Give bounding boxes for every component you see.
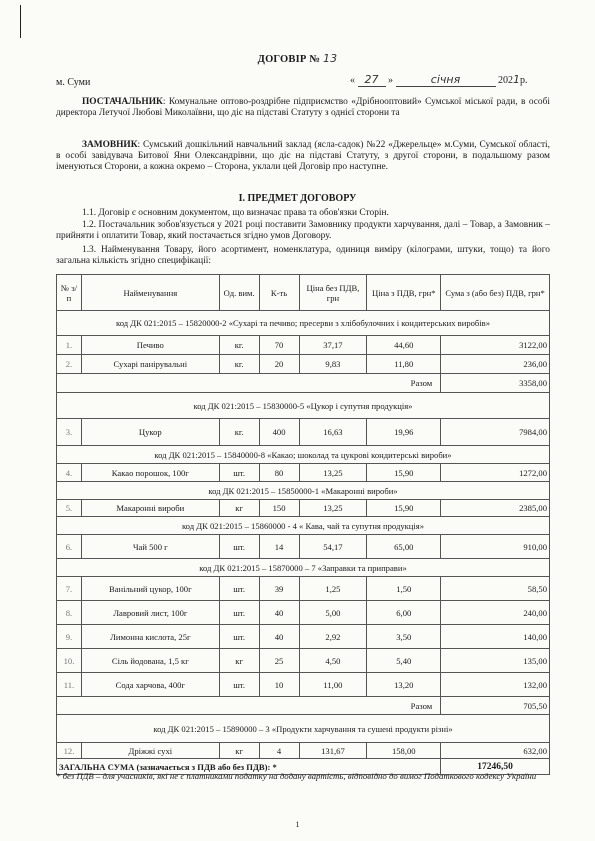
- cell-num: 7.: [57, 577, 82, 601]
- category-row: код ДК 021:2015 – 15890000 – 3 «Продукти харчування та сушені продукти різні»: [57, 715, 550, 743]
- cell-qty: 25: [259, 649, 299, 673]
- cell-price-net: 4,50: [299, 649, 367, 673]
- cell-qty: 14: [259, 535, 299, 559]
- page-number: 1: [295, 820, 300, 829]
- category-row: код ДК 021:2015 – 15850000-1 «Макаронні вироби»: [57, 482, 550, 500]
- section-heading: І. ПРЕДМЕТ ДОГОВОРУ: [238, 193, 357, 204]
- cell-price-net: 131,67: [299, 743, 367, 759]
- table-row: [57, 464, 550, 482]
- cell-name: Сіль йодована, 1,5 кг: [81, 649, 219, 673]
- cell-price-vat: 5,40: [367, 649, 441, 673]
- cell-qty: 10: [259, 673, 299, 697]
- cell-name: Печиво: [81, 336, 219, 355]
- date-year-prefix: 202: [498, 75, 513, 86]
- cell-unit: кг.: [219, 355, 259, 374]
- cell-unit: шт.: [219, 601, 259, 625]
- subtotal-row: [57, 697, 550, 715]
- cell-unit: кг.: [219, 336, 259, 355]
- cell-name: Какао порошок, 100г: [81, 464, 219, 482]
- cell-sum: 632,00: [441, 743, 550, 759]
- cell-name: Макаронні вироби: [81, 500, 219, 517]
- cell-qty: 70: [259, 336, 299, 355]
- cell-price-net: 11,00: [299, 673, 367, 697]
- table-row: [57, 625, 550, 649]
- cell-num: 8.: [57, 601, 82, 625]
- cell-price-net: 1,25: [299, 577, 367, 601]
- header-price-net: Ціна без ПДВ, грн: [299, 275, 367, 311]
- cell-name: Ванільний цукор, 100г: [81, 577, 219, 601]
- category-row: код ДК 021:2015 – 15820000-2 «Сухарі та печиво; пресерви з хлібобулочних і кондитерських виробів»: [57, 311, 550, 336]
- cell-name: Лавровий лист, 100г: [81, 601, 219, 625]
- cell-num: 12.: [57, 743, 82, 759]
- cell-qty: 150: [259, 500, 299, 517]
- cell-sum: 7984,00: [441, 419, 550, 446]
- cell-name: Цукор: [81, 419, 219, 446]
- customer-text: : Сумський дошкільний навчальний заклад (ясла-садок) №22 «Джерельце» м.Суми, Сумської області, в особі завідувача Битової Яни Олександрівни, що діє на підставі Статуту, з другої сторони, в подальшому разом іменуються Сторони, а кожна окремо – Сторона, уклали цей Договір про наступне.: [56, 140, 550, 172]
- cell-unit: шт.: [219, 577, 259, 601]
- cell-sum: 3122,00: [441, 336, 550, 355]
- subtotal-label: Разом: [57, 697, 441, 715]
- cell-num: 2.: [57, 355, 82, 374]
- cell-name: Дріжжі сухі: [81, 743, 219, 759]
- cell-name: Лимонна кислота, 25г: [81, 625, 219, 649]
- cell-num: 9.: [57, 625, 82, 649]
- cell-qty: 39: [259, 577, 299, 601]
- cell-price-net: 9,83: [299, 355, 367, 374]
- cell-price-vat: 44,60: [367, 336, 441, 355]
- cell-num: 10.: [57, 649, 82, 673]
- customer-paragraph: [56, 140, 550, 173]
- cell-name: Сухарі панірувальні: [81, 355, 219, 374]
- header-name: Найменування: [81, 275, 219, 311]
- cell-price-vat: 19,96: [367, 419, 441, 446]
- cell-price-vat: 13,20: [367, 673, 441, 697]
- cell-unit: шт.: [219, 673, 259, 697]
- cell-num: 1.: [57, 336, 82, 355]
- table-row: [57, 743, 550, 759]
- table-row: [57, 577, 550, 601]
- category-row: код ДК 021:2015 – 15870000 – 7 «Заправки та приправи»: [57, 559, 550, 577]
- subtotal-label: Разом: [57, 374, 441, 393]
- cell-unit: кг: [219, 649, 259, 673]
- supplier-paragraph: [56, 97, 550, 119]
- table-row: [57, 419, 550, 446]
- clause-1-1: 1.1. Договір є основним документом, що визначає права та обов'язки Сторін.: [82, 208, 389, 218]
- specification-table: [56, 274, 550, 775]
- cell-price-net: 5,00: [299, 601, 367, 625]
- table-row: [57, 673, 550, 697]
- table-row: [57, 355, 550, 374]
- cell-price-vat: 1,50: [367, 577, 441, 601]
- cell-name: Сода харчова, 400г: [81, 673, 219, 697]
- cell-price-vat: 6,00: [367, 601, 441, 625]
- cell-price-vat: 65,00: [367, 535, 441, 559]
- table-row: [57, 535, 550, 559]
- customer-label: ЗАМОВНИК: [82, 140, 138, 150]
- cell-unit: кг: [219, 500, 259, 517]
- cell-qty: 4: [259, 743, 299, 759]
- subtotal-value: 705,50: [441, 697, 550, 715]
- supplier-label: ПОСТАЧАЛЬНИК: [82, 97, 163, 107]
- cell-price-net: 54,17: [299, 535, 367, 559]
- cell-sum: 58,50: [441, 577, 550, 601]
- margin-pen-mark: [20, 5, 21, 38]
- header-price-vat: Ціна з ПДВ, грн*: [367, 275, 441, 311]
- category-row: код ДК 021:2015 – 15840000-8 «Какао; шоколад та цукрові кондитерські вироби»: [57, 446, 550, 464]
- date-close-quote: »: [388, 75, 393, 86]
- cell-unit: шт.: [219, 464, 259, 482]
- cell-sum: 2385,00: [441, 500, 550, 517]
- subtotal-row: [57, 374, 550, 393]
- footnote: * без ПДВ – для учасників, які не є платниками податку на додану вартість, відповідно до вимог Податкового кодексу України: [56, 771, 537, 781]
- cell-name: Чай 500 г: [81, 535, 219, 559]
- cell-price-vat: 158,00: [367, 743, 441, 759]
- cell-price-net: 13,25: [299, 464, 367, 482]
- category-row: код ДК 021:2015 – 15830000-5 «Цукор і супутня продукція»: [57, 393, 550, 419]
- table-row: [57, 336, 550, 355]
- contract-number: 13: [322, 52, 338, 65]
- cell-num: 6.: [57, 535, 82, 559]
- clause-1-2: 1.2. Постачальник зобов'язується у 2021 році поставити Замовнику продукти харчування, далі – Товар, а Замовник – прийняти і оплатити Товар, який постачається згідно умов Договору.: [56, 220, 550, 241]
- cell-price-net: 37,17: [299, 336, 367, 355]
- cell-unit: шт.: [219, 535, 259, 559]
- date-open-quote: «: [350, 75, 355, 86]
- cell-num: 4.: [57, 464, 82, 482]
- supplier-text: : Комунальне оптово-роздрібне підприємство «Дрібнооптовий» Сумської міської ради, в особі директора Летучої Любові Миколаївни, що діє на підставі Статуту з однієї сторони та: [56, 97, 550, 118]
- cell-sum: 135,00: [441, 649, 550, 673]
- cell-price-vat: 15,90: [367, 500, 441, 517]
- cell-sum: 132,00: [441, 673, 550, 697]
- header-sum: Сума з (або без) ПДВ, грн*: [441, 275, 550, 311]
- cell-qty: 80: [259, 464, 299, 482]
- header-qty: К-ть: [259, 275, 299, 311]
- total-value: 17246,50: [441, 759, 550, 775]
- cell-num: 3.: [57, 419, 82, 446]
- cell-price-net: 2,92: [299, 625, 367, 649]
- table-header-row: [57, 275, 550, 311]
- cell-price-vat: 15,90: [367, 464, 441, 482]
- cell-unit: кг: [219, 743, 259, 759]
- cell-unit: кг.: [219, 419, 259, 446]
- cell-sum: 240,00: [441, 601, 550, 625]
- table-row: [57, 649, 550, 673]
- cell-price-vat: 11,80: [367, 355, 441, 374]
- table-row: [57, 601, 550, 625]
- cell-price-vat: 3,50: [367, 625, 441, 649]
- contract-title: [0, 52, 595, 65]
- date-year-digit: 1: [513, 73, 520, 86]
- clause-1-3: 1.3. Найменування Товару, його асортимент, номенклатура, одиниця виміру (кілограми, штуки, тощо) та його загальна кількість згідно специфікації:: [56, 245, 550, 266]
- cell-qty: 40: [259, 625, 299, 649]
- cell-sum: 236,00: [441, 355, 550, 374]
- cell-price-net: 16,63: [299, 419, 367, 446]
- cell-qty: 20: [259, 355, 299, 374]
- title-prefix: ДОГОВІР №: [257, 54, 321, 65]
- header-unit: Од. вим.: [219, 275, 259, 311]
- table-row: [57, 500, 550, 517]
- subtotal-value: 3358,00: [441, 374, 550, 393]
- date-month: січня: [396, 73, 496, 87]
- date-suffix: р.: [520, 75, 528, 86]
- cell-num: 5.: [57, 500, 82, 517]
- cell-qty: 40: [259, 601, 299, 625]
- cell-price-net: 13,25: [299, 500, 367, 517]
- cell-sum: 910,00: [441, 535, 550, 559]
- header-num: № з/п: [57, 275, 82, 311]
- total-label: ЗАГАЛЬНА СУМА (зазначається з ПДВ або без ПДВ): *: [57, 759, 441, 775]
- contract-city: м. Суми: [56, 77, 91, 88]
- contract-date: [350, 73, 550, 87]
- date-day: 27: [358, 73, 386, 87]
- cell-sum: 140,00: [441, 625, 550, 649]
- cell-sum: 1272,00: [441, 464, 550, 482]
- cell-qty: 400: [259, 419, 299, 446]
- category-row: код ДК 021:2015 – 15860000 - 4 « Кава, чай та супутня продукція»: [57, 517, 550, 535]
- cell-unit: шт.: [219, 625, 259, 649]
- cell-num: 11.: [57, 673, 82, 697]
